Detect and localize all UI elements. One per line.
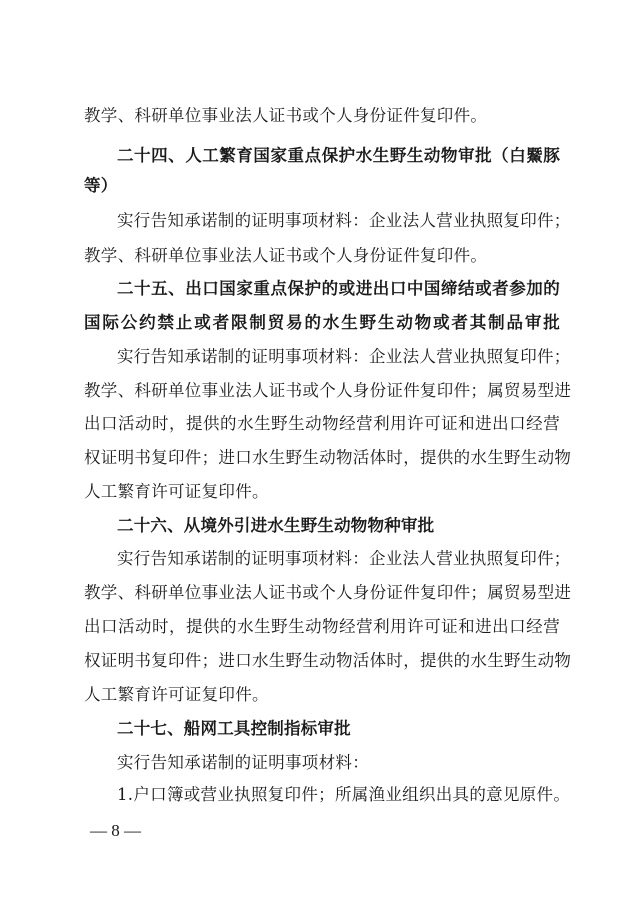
paragraph-line: 出口活动时，提供的水生野生动物经营利用许可证和进出口经营 xyxy=(84,617,560,636)
paragraph-line: 实行告知承诺制的证明事项材料：企业法人营业执照复印件； xyxy=(117,211,571,230)
paragraph-line: 教学、科研单位事业法人证书或个人身份证件复印件。 xyxy=(84,106,488,125)
paragraph-line: 权证明书复印件；进口水生野生动物活体时，提供的水生野生动物 xyxy=(84,448,572,467)
paragraph-line: 人工繁育许可证复印件。 xyxy=(84,482,269,501)
paragraph-line: 实行告知承诺制的证明事项材料： xyxy=(117,753,369,772)
page-number: — 8 — xyxy=(90,821,141,840)
paragraph-line: 出口活动时，提供的水生野生动物经营利用许可证和进出口经营 xyxy=(84,414,560,433)
section-heading-26: 二十六、从境外引进水生野生动物物种审批 xyxy=(117,516,435,535)
paragraph-line: 教学、科研单位事业法人证书或个人身份证件复印件。 xyxy=(84,246,488,265)
section-heading-24: 二十四、人工繁育国家重点保护水生野生动物审批（白鱀豚 xyxy=(117,146,560,165)
section-heading-25: 二十五、出口国家重点保护的或进出口中国缔结或者参加的 xyxy=(117,279,560,298)
section-heading-25-cont: 国际公约禁止或者限制贸易的水生野生动物或者其制品审批 xyxy=(84,313,560,332)
paragraph-line: 实行告知承诺制的证明事项材料：企业法人营业执照复印件； xyxy=(117,549,571,568)
paragraph-line: 教学、科研单位事业法人证书或个人身份证件复印件；属贸易型进 xyxy=(84,583,572,602)
paragraph-line: 实行告知承诺制的证明事项材料：企业法人营业执照复印件； xyxy=(117,347,571,366)
section-heading-24-cont: 等） xyxy=(84,176,118,195)
paragraph-line: 人工繁育许可证复印件。 xyxy=(84,685,269,704)
paragraph-line: 1.户口簿或营业执照复印件；所属渔业组织出具的意见原件。 xyxy=(117,785,571,804)
paragraph-line: 权证明书复印件；进口水生野生动物活体时，提供的水生野生动物 xyxy=(84,651,572,670)
section-heading-27: 二十七、船网工具控制指标审批 xyxy=(117,719,351,738)
paragraph-line: 教学、科研单位事业法人证书或个人身份证件复印件；属贸易型进 xyxy=(84,381,572,400)
